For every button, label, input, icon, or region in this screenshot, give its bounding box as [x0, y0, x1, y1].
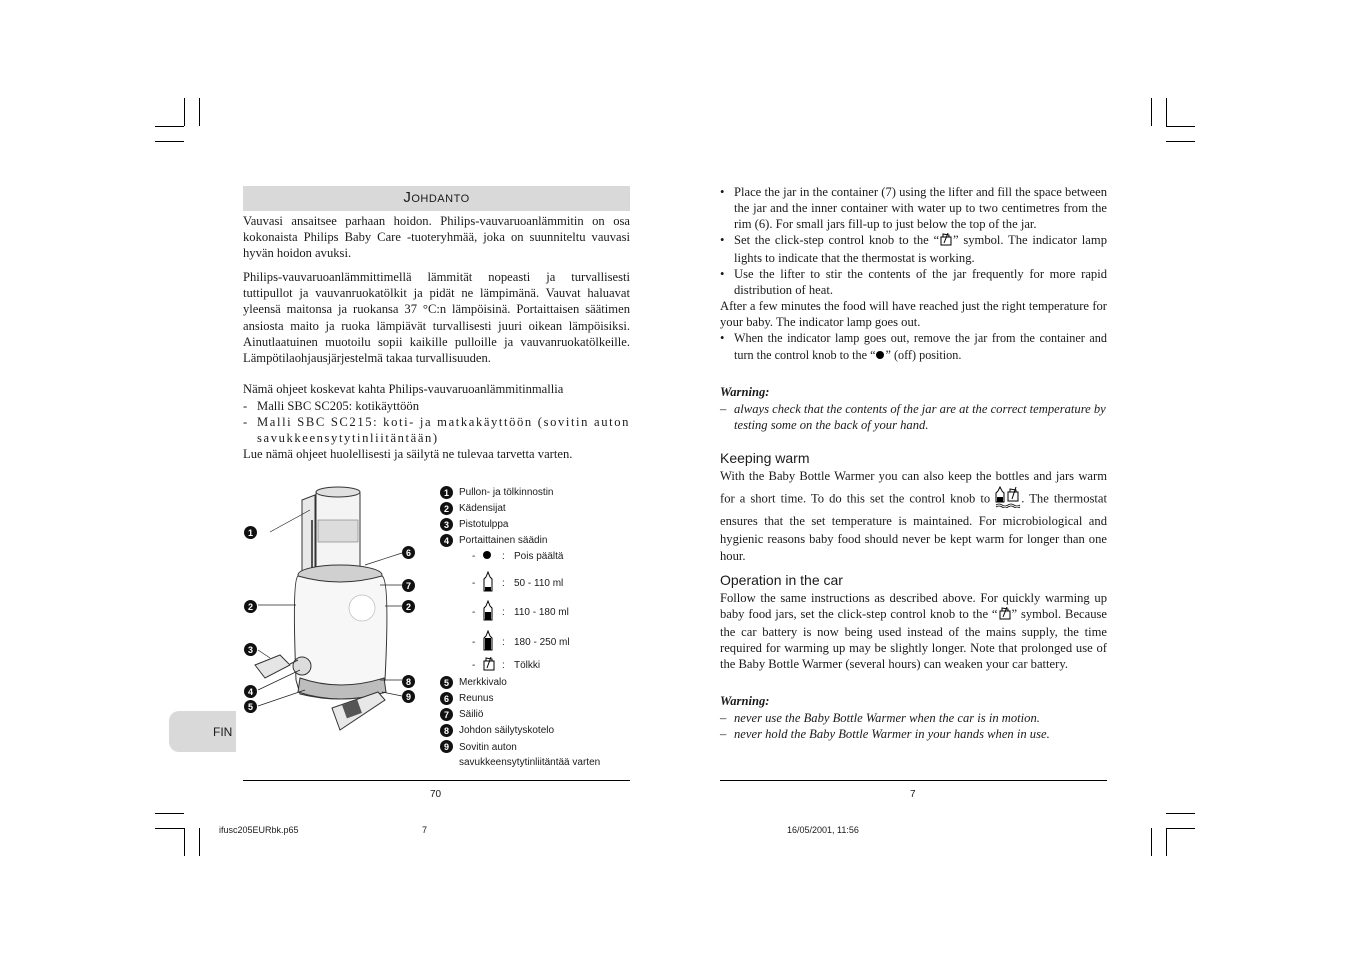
legend-number: 5 [440, 676, 453, 689]
callout-7: 7 [402, 579, 415, 592]
after-paragraph: After a few minutes the food will have reached just the right temperature for your baby. The indicator lamp goes out. [720, 299, 1107, 330]
text-part: When the indicator lamp goes out, remove the jar from the container and turn the control knob to the “ [734, 331, 1107, 362]
footer-page: 7 [422, 825, 428, 835]
text-part: ” symbol. The indicator lamp lights to indicate that the thermostat is working. [734, 233, 1107, 265]
models-paragraph [243, 381, 630, 397]
legend-number: 4 [440, 534, 453, 547]
features-paragraph [243, 269, 630, 366]
list-item [720, 266, 1107, 298]
off-dot-icon [875, 348, 885, 364]
text-part: ” (off) position. [885, 347, 962, 362]
setting-label: Tölkki [514, 660, 541, 671]
bullet-marker: • [720, 185, 725, 199]
warning-title: Warning: [720, 385, 770, 399]
left-footer-rule [243, 780, 630, 781]
callout-9: 9 [402, 690, 415, 703]
list-text: Place the jar in the container (7) using the lifter and fill the space between the jar and the inner container with water up to two centimetres from the rim (6). For small jars fill-up to just below the top of the jar. [734, 185, 1107, 232]
dash-marker: – [720, 711, 727, 725]
setting-label: 180 - 250 ml [514, 637, 570, 648]
right-page-number: 7 [910, 789, 916, 800]
warning-item [720, 710, 1107, 726]
list-item [720, 232, 1107, 266]
closing-text: Lue nämä ohjeet huolellisesti ja säilytä ne tulevaa tarvetta varten. [243, 447, 573, 461]
setting-label: Pois päältä [514, 551, 564, 562]
list-item [243, 398, 630, 414]
setting-colon: : [502, 660, 505, 671]
list-text: Use the lifter to stir the contents of the jar frequently for more rapid distribution of heat. [734, 267, 1107, 298]
callout-8: 8 [402, 675, 415, 688]
jar-icon [939, 233, 953, 250]
callout-4: 4 [244, 685, 257, 698]
warning-item [720, 401, 1107, 433]
right-footer-rule [720, 780, 1107, 781]
legend-item [440, 740, 630, 770]
callout-2: 2 [402, 600, 415, 613]
left-page-number: 70 [430, 789, 442, 800]
legend-item [440, 692, 493, 705]
legend-number: 9 [440, 740, 453, 753]
callout-1: 1 [244, 526, 257, 539]
keeping-warm-heading: Keeping warm [720, 450, 810, 466]
setting-row: - : 50 - 110 ml [472, 571, 563, 596]
off-dot-icon [482, 550, 502, 563]
setting-row: - : 180 - 250 ml [472, 630, 570, 655]
small-bottle-icon [482, 571, 502, 596]
setting-label: 50 - 110 ml [514, 578, 564, 589]
warning-text: never use the Baby Bottle Warmer when the car is in motion. [734, 711, 1040, 725]
car-operation-paragraph [720, 590, 1107, 672]
setting-colon: : [502, 551, 505, 562]
list-text [734, 330, 1107, 363]
list-item [720, 184, 1107, 232]
warning-title: Warning: [720, 694, 770, 708]
intro-text: Vauvasi ansaitsee parhaan hoidon. Philips-vauvaruoanlämmitin on osa kokonaista Philips Baby Care -tuoteryhmää, joka on suunniteltu vauvasi hyvän hoidon avuksi. [243, 214, 630, 261]
legend-label: Reunus [459, 693, 494, 704]
features-text: Philips-vauvaruoanlämmittimellä lämmität nopeasti ja turvallisesti tuttipullot ja vauvanruokatölkit ja pidät ne lämpimänä. Vauvat haluavat yleensä maitonsa ja ruokansa 37 °C:n lämpöisinä. Portaittaisen säätimen ansiosta maito ja ruoka lämpiävät turvallisesti juuri oikean lämpöisiksi. Ainutlaatuinen muotoilu sopii kaikille pulloille ja vauvanruokatölkeille. Lämpötilaohjausjärjestelmä takaa turvallisuuden. [243, 270, 630, 366]
legend-number: 8 [440, 724, 453, 737]
medium-bottle-icon [482, 600, 502, 625]
warning-text: always check that the contents of the jar are at the correct temperature by testing some on the back of your hand. [734, 402, 1106, 433]
large-bottle-icon [482, 630, 502, 655]
list-marker: - [243, 415, 249, 430]
closing-paragraph [243, 446, 630, 462]
legend-label: Merkkivalo [459, 677, 507, 688]
jar-icon [482, 656, 502, 675]
setting-row: - : 110 - 180 ml [472, 600, 569, 625]
footer-filename: ifusc205EURbk.p65 [219, 825, 299, 835]
setting-colon: : [502, 578, 505, 589]
instructions-list [720, 184, 1107, 364]
dash-marker: – [720, 402, 727, 416]
legend-label: Portaittainen säädin [459, 535, 548, 546]
callout-2: 2 [244, 600, 257, 613]
dash-marker: – [720, 727, 727, 742]
legend-label: Säiliö [459, 709, 484, 720]
setting-row: - : Pois päältä [472, 551, 564, 562]
bullet-marker: • [720, 267, 725, 282]
car-operation-heading: Operation in the car [720, 572, 843, 588]
legend-label: Kädensijat [459, 503, 506, 514]
text-part: Follow the same instructions as described above. For quickly warming up baby food jars, set the click-step control knob to the “ [720, 591, 1107, 622]
legend-item [440, 502, 506, 515]
legend-item [440, 518, 508, 531]
warning-item [720, 726, 1107, 742]
intro-paragraph [243, 213, 630, 262]
legend-number: 2 [440, 502, 453, 515]
legend-item [440, 708, 483, 721]
legend-label: Johdon säilytyskotelo [459, 725, 555, 736]
legend-number: 7 [440, 708, 453, 721]
bullet-marker: • [720, 233, 725, 248]
models-intro: Nämä ohjeet koskevat kahta Philips-vauvaruoanlämmitinmallia [243, 382, 564, 396]
legend-number: 1 [440, 486, 453, 499]
legend-item [440, 676, 507, 689]
legend-item [440, 534, 547, 547]
warning-text: never hold the Baby Bottle Warmer in your hands when in use. [734, 727, 1050, 742]
legend-label: Pistotulppa [459, 519, 509, 530]
footer-date: 16/05/2001, 11:56 [787, 825, 859, 835]
legend-number: 3 [440, 518, 453, 531]
text-part: With the Baby Bottle Warmer you can also keep the bottles and jars warm for a short time. To do this set the control knob to [720, 469, 1107, 506]
legend-item [440, 486, 554, 499]
legend-item [440, 724, 554, 737]
setting-colon: : [502, 607, 505, 618]
bullet-marker: • [720, 331, 725, 346]
setting-colon: : [502, 637, 505, 648]
list-marker: - [243, 399, 248, 413]
warning-list [720, 401, 1107, 433]
legend-label: Pullon- ja tölkinnostin [459, 487, 554, 498]
legend-label: Sovitin auton savukkeensytytinliitäntää varten [459, 742, 601, 768]
legend-number: 6 [440, 692, 453, 705]
callout-5: 5 [244, 700, 257, 713]
text-part: . The thermostat ensures that the set temperature is maintained. For microbiological and hygienic reasons baby food should never be kept warm for longer than one hour. [720, 491, 1107, 563]
list-item [720, 330, 1107, 363]
models-list [243, 398, 630, 447]
text-part: ” symbol. Because the car battery is now being used instead of the mains supply, the time required for warming up may be slightly longer. Note that prolonged use of the Baby Bottle Warmer (several hours) can weaken your car battery. [720, 607, 1108, 671]
list-item [243, 414, 630, 446]
keep-warm-icon [995, 486, 1021, 514]
callout-3: 3 [244, 643, 257, 656]
list-text: Malli SBC SC215: koti- ja matkakäyttöön (sovitin auton savukkeensytytinliitäntään) [257, 415, 630, 446]
section-heading: Johdanto [403, 189, 470, 206]
setting-row: - : Tölkki [472, 656, 540, 675]
jar-icon [998, 607, 1012, 624]
warning-list [720, 710, 1107, 742]
text-part: Set the click-step control knob to the “ [734, 233, 940, 248]
keeping-warm-paragraph [720, 468, 1107, 566]
setting-label: 110 - 180 ml [514, 607, 569, 618]
list-text: Malli SBC SC205: kotikäyttöön [257, 399, 419, 413]
list-text [734, 232, 1107, 266]
language-tab-label: FIN [213, 725, 233, 739]
callout-6: 6 [402, 546, 415, 559]
